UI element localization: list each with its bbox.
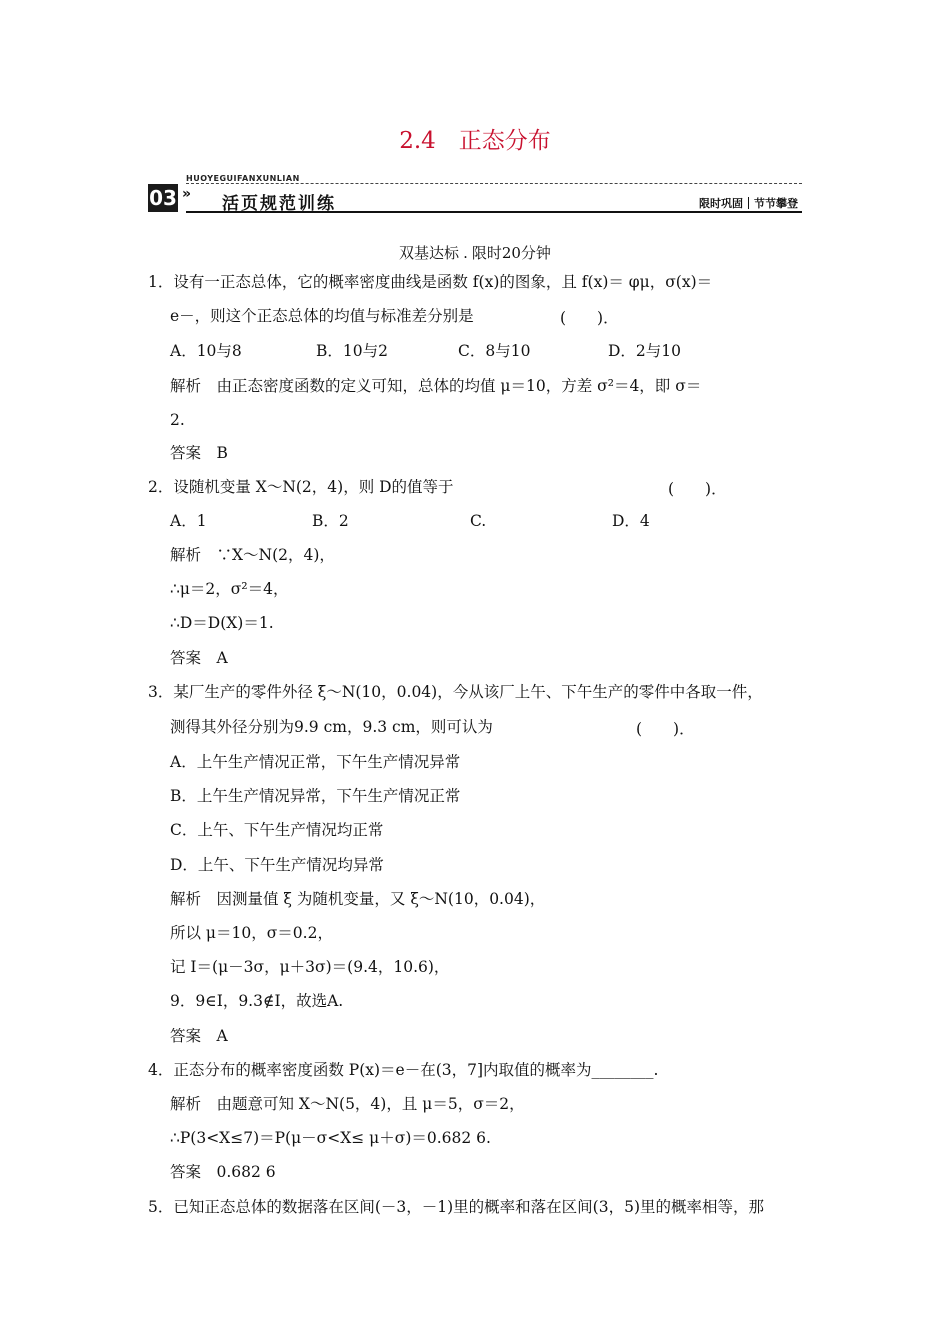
- q3-solution-line1: 解析 因测量值 ξ 为随机变量，又 ξ～N(10，0.04)，: [170, 890, 546, 908]
- q4-solution-line1: 解析 由题意可知 X～N(5，4)，且 μ＝5，σ＝2，: [170, 1095, 525, 1113]
- section-subheading: [0, 242, 950, 263]
- q2-solution-line3: ∴D＝D(X)＝1.: [170, 614, 274, 632]
- q3-answer-blank: ( )．: [636, 720, 695, 738]
- section-banner: [148, 174, 802, 214]
- chevron-right-icon: »: [182, 186, 192, 202]
- q3-option-d: D．上午、下午生产情况均异常: [170, 856, 384, 874]
- q3-option-a: A．上午生产情况正常，下午生产情况异常: [170, 753, 461, 771]
- banner-number-badge: 03: [149, 186, 177, 210]
- q2-solution-line1: 解析 ∵X～N(2，4)，: [170, 546, 335, 564]
- q3-solution-line3: 记 I＝(μ－3σ，μ＋3σ)＝(9.4，10.6)，: [170, 958, 450, 976]
- q1-option-b: B．10与2: [316, 342, 388, 360]
- q2-answer-blank: ( )．: [668, 480, 727, 498]
- q1-option-c: C．8与10: [458, 342, 531, 360]
- banner-tag-right: 节节攀登: [754, 197, 798, 210]
- q4-solution-line2: ∴P(3<X≤7)＝P(μ－σ<X≤ μ＋σ)＝0.682 6.: [170, 1129, 491, 1147]
- subheading-dot: .: [463, 244, 468, 262]
- banner-tag-divider: [748, 197, 749, 209]
- q1-stem-line1: 1．设有一正态总体，它的概率密度曲线是函数 f(x)的图象，且 f(x)＝ φμ，σ(x)＝: [148, 273, 713, 291]
- q3-solution-line2: 所以 μ＝10，σ＝0.2，: [170, 924, 333, 942]
- banner-pinyin: HUOYEGUIFANXUNLIAN: [186, 174, 300, 183]
- q1-answer: 答案 B: [170, 444, 228, 462]
- q1-solution-line1: 解析 由正态密度函数的定义可知，总体的均值 μ＝10，方差 σ²＝4，即 σ＝: [170, 377, 702, 395]
- banner-tag-left: 限时巩固: [699, 197, 743, 210]
- banner-dashed-rule: [186, 183, 802, 184]
- q1-option-d: D．2与10: [608, 342, 682, 360]
- q2-option-c: C.: [470, 512, 487, 530]
- q3-option-b: B．上午生产情况异常，下午生产情况正常: [170, 787, 461, 805]
- q1-stem-line2: e－，则这个正态总体的均值与标准差分别是: [170, 307, 474, 325]
- q1-option-a: A．10与8: [170, 342, 242, 360]
- q2-solution-line2: ∴μ＝2，σ²＝4，: [170, 580, 289, 598]
- banner-bottom-rule: [186, 211, 802, 213]
- q2-option-d: D．4: [612, 512, 650, 530]
- q2-option-a: A．1: [170, 512, 207, 530]
- q4-stem: 4．正态分布的概率密度函数 P(x)＝e－在(3，7]内取值的概率为________.: [148, 1061, 659, 1079]
- q3-solution-line4: 9．9∈I，9.3∉I，故选A.: [170, 992, 344, 1010]
- page-title: 2.4 正态分布: [399, 128, 551, 154]
- q1-answer-blank: ( )．: [560, 309, 619, 327]
- q2-stem: 2．设随机变量 X～N(2，4)，则 D的值等于: [148, 478, 454, 496]
- q3-stem-line1: 3．某厂生产的零件外径 ξ～N(10，0.04)，今从该厂上午、下午生产的零件中各取一件，: [148, 683, 763, 701]
- subheading-right: 限时20分钟: [471, 244, 551, 262]
- q1-solution-line2: 2.: [170, 411, 185, 429]
- banner-tag: [699, 195, 798, 211]
- q3-answer: 答案 A: [170, 1027, 228, 1045]
- q3-option-c: C．上午、下午生产情况均正常: [170, 821, 384, 839]
- q4-answer: 答案 0.682 6: [170, 1163, 276, 1181]
- subheading-left: 双基达标: [399, 244, 460, 262]
- q2-option-b: B．2: [312, 512, 349, 530]
- q5-stem: 5．已知正态总体的数据落在区间(－3，－1)里的概率和落在区间(3，5)里的概率相等，那: [148, 1198, 764, 1216]
- banner-title: 活页规范训练: [222, 194, 336, 214]
- q2-answer: 答案 A: [170, 649, 228, 667]
- q3-stem-line2: 测得其外径分别为9.9 cm，9.3 cm，则可认为: [170, 718, 493, 736]
